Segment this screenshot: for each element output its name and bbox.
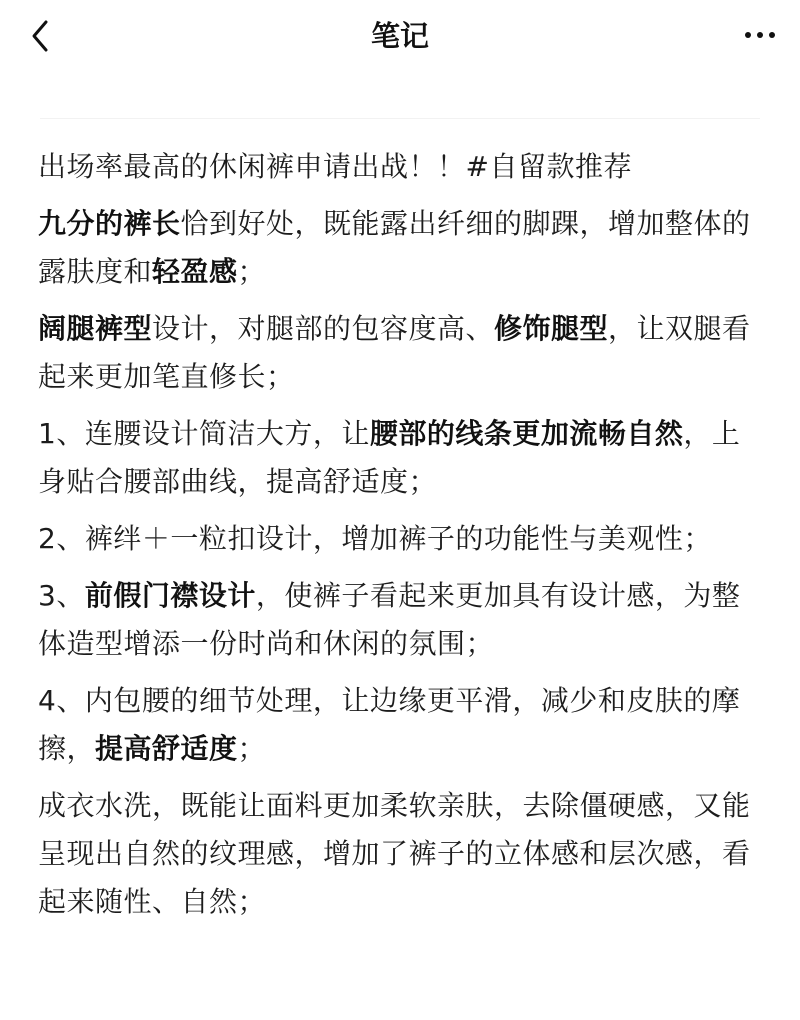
text-run: ，让双腿看起来更加笔直修长； — [38, 312, 751, 393]
text-run: 4、内包腰的细节处理，让边缘更平滑，减少和皮肤的摩擦， — [38, 684, 741, 765]
page-title: 笔记 — [370, 19, 429, 53]
note-paragraph — [38, 305, 768, 401]
text-run: 设计，对腿部的包容度高、 — [152, 312, 495, 345]
note-paragraph — [38, 515, 768, 563]
header-divider — [40, 118, 760, 119]
note-paragraph — [38, 782, 768, 926]
text-run: ； — [237, 732, 267, 765]
top-navigation-bar — [0, 0, 800, 72]
text-run: ，使裤子看起来更加具有设计感，为整体造型增添一份时尚和休闲的氛围； — [38, 579, 741, 660]
text-run: 2、裤绊＋一粒扣设计，增加裤子的功能性与美观性； — [38, 522, 712, 555]
bold-text-run: 前假门襟设计 — [84, 579, 256, 612]
more-horizontal-icon — [740, 20, 780, 50]
text-run: 成衣水洗，既能让面料更加柔软亲肤，去除僵硬感，又能呈现出自然的纹理感，增加了裤子的立体感和层次感，看起来随性、自然； — [38, 789, 751, 918]
note-content — [38, 143, 768, 935]
text-run: 1、连腰设计简洁大方，让 — [38, 417, 370, 450]
bold-text-run: 提高舒适度 — [95, 732, 238, 765]
note-paragraph — [38, 200, 768, 296]
bold-text-run: 轻盈感 — [152, 255, 238, 288]
bold-text-run: 腰部的线条更加流畅自然 — [369, 417, 684, 450]
note-paragraph — [38, 410, 768, 506]
text-run: ，上身贴合腰部曲线，提高舒适度； — [38, 417, 741, 498]
text-run: 出场率最高的休闲裤申请出战！！#自留款推荐 — [38, 150, 632, 183]
note-paragraph — [38, 572, 768, 668]
bold-text-run: 修饰腿型 — [494, 312, 609, 345]
text-run: 3、 — [38, 579, 85, 612]
bold-text-run: 阔腿裤型 — [38, 312, 153, 345]
text-run: 恰到好处，既能露出纤细的脚踝，增加整体的露肤度和 — [38, 207, 751, 288]
note-paragraph — [38, 143, 768, 191]
note-paragraph — [38, 677, 768, 773]
more-options-button[interactable] — [740, 20, 780, 50]
text-run: ； — [237, 255, 267, 288]
bold-text-run: 九分的裤长 — [38, 207, 181, 240]
